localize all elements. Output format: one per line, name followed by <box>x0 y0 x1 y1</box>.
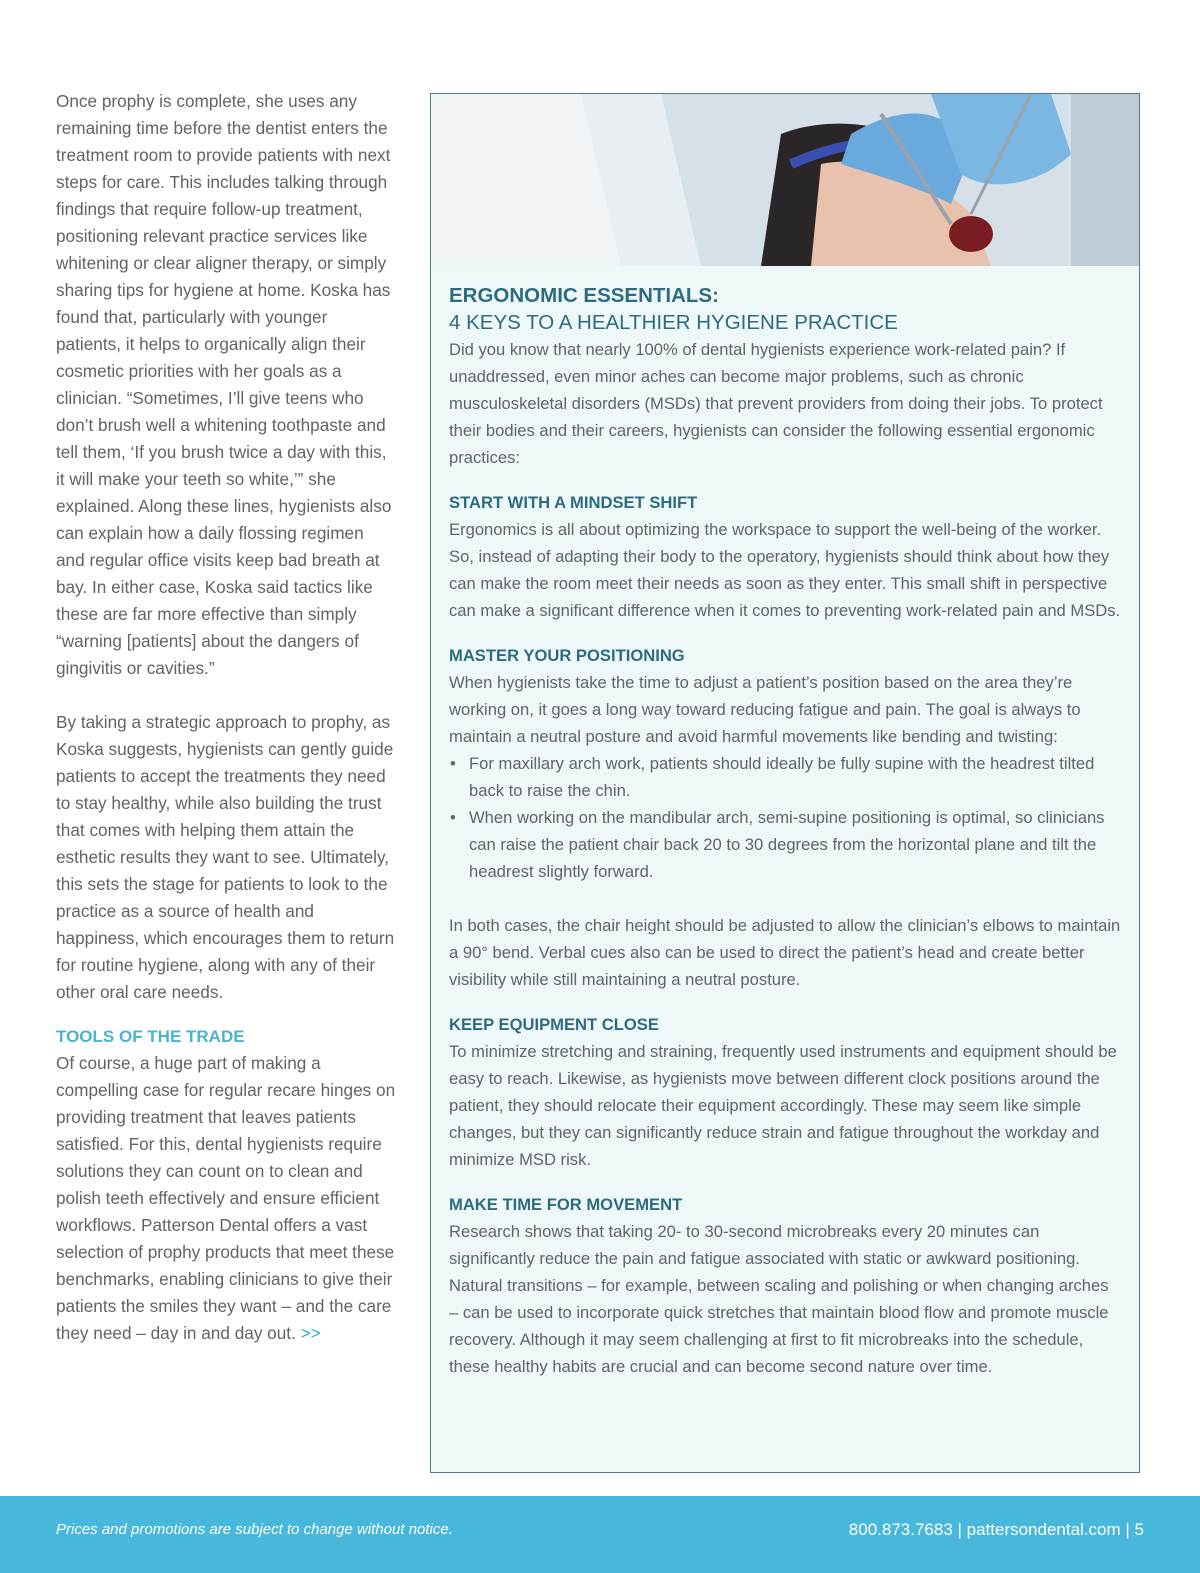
positioning-bullet-list <box>449 750 1121 885</box>
tip-body: Ergonomics is all about optimizing the workspace to support the well-being of the worker. So, instead of adapting their body to the operatory, hygienists should think about how they can make the room meet their needs as soon as they enter. This small shift in perspective can make a significant difference when it comes to preventing work-related pain and MSDs. <box>449 520 1121 620</box>
footer-disclaimer: Prices and promotions are subject to change without notice. <box>56 1521 453 1538</box>
tip-heading: MAKE TIME FOR MOVEMENT <box>449 1195 683 1214</box>
tip-body: In both cases, the chair height should be adjusted to allow the clinician’s elbows to maintain a 90° bend. Verbal cues also can be used to direct the patient’s head and create better visibility while still maintaining a neutral posture. <box>449 916 1121 989</box>
footer-contact: 800.873.7683 | pattersondental.com | 5 <box>848 1520 1144 1539</box>
article-left-column <box>56 88 396 1347</box>
sidebar-content <box>431 266 1139 1380</box>
section-heading: TOOLS OF THE TRADE <box>56 1027 245 1046</box>
article-paragraph <box>56 1050 396 1347</box>
article-paragraph: By taking a strategic approach to prophy, as Koska suggests, hygienists can gently guide patients to accept the treatments they need to stay healthy, while also building the trust that comes with helping them attain the esthetic results they want to see. Ultimately, this sets the stage for patients to look to the practice as a source of health and happiness, which encourages them to return for routine hygiene, along with any of their other oral care needs. <box>56 712 395 1002</box>
bullet-item: • When working on the mandibular arch, semi-supine positioning is optimal, so clinicians can raise the patient chair back 20 to 30 degrees from the horizontal plane and tilt the headrest slightly forward. <box>449 804 1121 885</box>
tip-body: Research shows that taking 20- to 30-second microbreaks every 20 minutes can significantly reduce the pain and fatigue associated with static or awkward positioning. Natural transitions – for example, between scaling and polishing or when changing arches – can be used to incorporate quick stretches that maintain blood flow and promote muscle recovery. Although it may seem challenging at first to fit microbreaks into the schedule, these healthy habits are crucial and can become second nature over time. <box>449 1222 1109 1376</box>
article-paragraph: Once prophy is complete, she uses any remaining time before the dentist enters the treatment room to provide patients with next steps for care. This includes talking through findings that require follow-up treatment, positioning relevant practice services like whitening or clear aligner therapy, or simply sharing tips for hygiene at home. Koska has found that, particularly with younger patients, it helps to organically align their cosmetic priorities with her goals as a clinician. “Sometimes, I’ll give teens who don’t brush well a whitening toothpaste and tell them, ‘If you brush twice a day with this, it will make your teeth so white,’” she explained. Along these lines, hygienists also can explain how a daily flossing regimen and regular office visits keep bad breath at bay. In either case, Koska said tactics like these are far more effective than simply “warning [patients] about the dangers of gingivitis or cavities.” <box>56 91 392 678</box>
bullet-item: • For maxillary arch work, patients should ideally be fully supine with the headrest tilted back to raise the chin. <box>449 750 1121 804</box>
continue-link[interactable]: >> <box>300 1323 321 1343</box>
page-footer <box>0 1496 1200 1573</box>
tip-heading: START WITH A MINDSET SHIFT <box>449 493 698 512</box>
ergonomics-sidebar-box <box>430 93 1140 1473</box>
tip-heading: KEEP EQUIPMENT CLOSE <box>449 1015 659 1034</box>
sidebar-intro: Did you know that nearly 100% of dental hygienists experience work-related pain? If unaddressed, even minor aches can become major problems, such as chronic musculoskeletal disorders (MSDs) that prevent providers from doing their jobs. To protect their bodies and their careers, hygienists can consider the following essential ergonomic practices: <box>449 340 1103 467</box>
dental-cleaning-photo <box>431 94 1139 266</box>
sidebar-title: ERGONOMIC ESSENTIALS: <box>449 284 719 307</box>
sidebar-subtitle: 4 KEYS TO A HEALTHIER HYGIENE PRACTICE <box>449 311 898 334</box>
article-paragraph-text: Of course, a huge part of making a compelling case for regular recare hinges on providing treatment that leaves patients satisfied. For this, dental hygienists require solutions they can count on to clean and polish teeth effectively and ensure efficient workflows. Patterson Dental offers a vast selection of prophy products that meet these benchmarks, enabling clinicians to give their patients the smiles they want – and the care they need – day in and day out. <box>56 1053 396 1343</box>
tip-body: To minimize stretching and straining, frequently used instruments and equipment should be easy to reach. Likewise, as hygienists move between different clock positions around the patient, they should relocate their equipment accordingly. These may seem like simple changes, but they can significantly reduce strain and fatigue throughout the workday and minimize MSD risk. <box>449 1042 1117 1169</box>
tip-body: When hygienists take the time to adjust a patient’s position based on the area they’re working on, it goes a long way toward reducing fatigue and pain. The goal is always to maintain a neutral posture and avoid harmful movements like bending and twisting: <box>449 673 1081 746</box>
tip-heading: MASTER YOUR POSITIONING <box>449 646 685 665</box>
